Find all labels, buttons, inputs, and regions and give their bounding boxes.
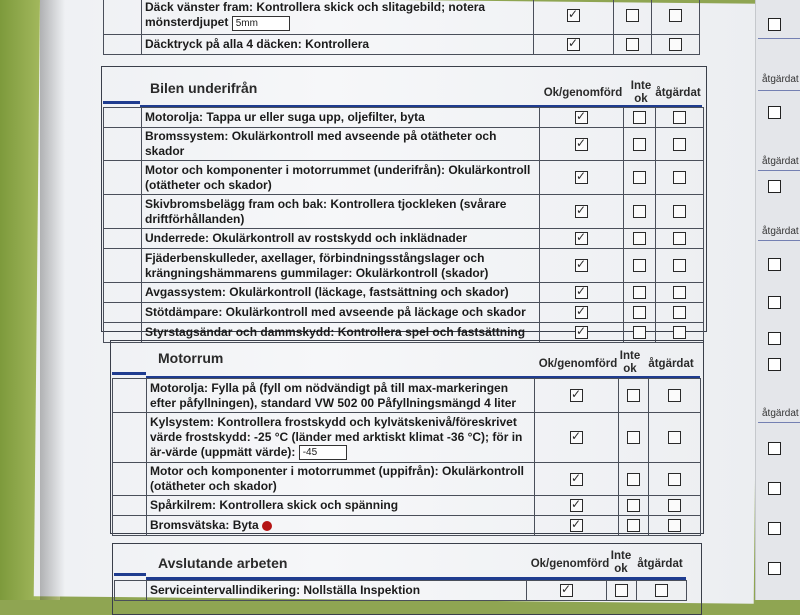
side-header: åtgärdat [762, 74, 799, 85]
row-label: Avgassystem: Okulärkontroll (läckage, fastsättning och skador) [142, 283, 540, 303]
table-row [104, 128, 704, 161]
atgardat-cell [652, 35, 700, 55]
ok-cell [540, 128, 624, 161]
col-header-inte-ok: Inte ok [630, 80, 652, 105]
row-label: Underrede: Okulärkontroll av rostskydd och inklädnader [142, 229, 540, 249]
col-header-atgardat: åtgärdat [637, 558, 683, 570]
ok-cell [540, 283, 624, 303]
row-label [147, 516, 535, 536]
inte-ok-cell [624, 283, 656, 303]
ok-cell [535, 413, 619, 463]
row-label-text: Kylsystem: Kontrollera frostskydd och kylvätskenivå/föreskrivet värde frostskydd: -25 °C (länder med arktiskt klimat -36 °C); för in är-värde (uppmätt värde): [150, 414, 523, 459]
inte-ok-checkbox[interactable] [627, 431, 640, 444]
ok-checkbox[interactable] [575, 259, 588, 272]
table-row [113, 379, 701, 413]
inte-ok-checkbox[interactable] [633, 326, 646, 339]
table-row [104, 195, 704, 229]
atgardat-checkbox[interactable] [673, 286, 686, 299]
row-gutter [113, 379, 147, 413]
inte-ok-cell [624, 303, 656, 323]
row-label: Däcktryck på alla 4 däcken: Kontrollera [142, 35, 534, 55]
table-row [104, 283, 704, 303]
col-header-inte-ok: Inte ok [619, 350, 641, 375]
ok-checkbox[interactable] [570, 473, 583, 486]
ok-checkbox[interactable] [570, 519, 583, 532]
ok-checkbox[interactable] [575, 232, 588, 245]
atgardat-cell [656, 161, 704, 195]
atgardat-cell [656, 303, 704, 323]
inte-ok-checkbox[interactable] [633, 232, 646, 245]
inte-ok-checkbox[interactable] [633, 286, 646, 299]
red-dot-marker [262, 521, 272, 531]
row-label: Stötdämpare: Okulärkontroll med avseende på läckage och skador [142, 303, 540, 323]
ok-checkbox[interactable] [575, 205, 588, 218]
inte-ok-checkbox[interactable] [633, 259, 646, 272]
inte-ok-checkbox[interactable] [627, 389, 640, 402]
col-header-inte-ok: Inte ok [610, 550, 632, 575]
inte-ok-cell [619, 413, 649, 463]
table-row [113, 496, 701, 516]
inte-ok-cell [614, 35, 652, 55]
inte-ok-checkbox[interactable] [627, 473, 640, 486]
atgardat-cell [649, 516, 701, 536]
atgardat-checkbox[interactable] [669, 38, 682, 51]
table-row [115, 581, 687, 601]
col-header-ok: Ok/genomförd [530, 558, 610, 570]
paper-fold-shadow [40, 0, 65, 600]
top-rows-table [103, 0, 700, 55]
side-rule [758, 422, 800, 423]
frost-protection-input[interactable]: -45 [299, 445, 347, 460]
row-gutter [104, 195, 142, 229]
atgardat-cell [637, 581, 687, 601]
finishing-table [114, 580, 687, 601]
side-checkbox [768, 18, 781, 31]
inte-ok-checkbox[interactable] [633, 138, 646, 151]
ok-cell [535, 516, 619, 536]
atgardat-checkbox[interactable] [673, 306, 686, 319]
col-header-ok: Ok/genomförd [538, 358, 618, 370]
atgardat-checkbox[interactable] [673, 259, 686, 272]
side-rule [758, 90, 800, 91]
side-rule [758, 38, 800, 39]
row-gutter [104, 0, 142, 35]
atgardat-checkbox[interactable] [673, 232, 686, 245]
ok-checkbox[interactable] [560, 584, 573, 597]
row-gutter [113, 496, 147, 516]
row-label: Motorolja: Fylla på (fyll om nödvändigt på till max-markeringen efter påfyllningen), standard VW 502 00 Påfyllningsmängd 4 liter [147, 379, 535, 413]
row-label: Serviceintervallindikering: Nollställa Inspektion [147, 581, 527, 601]
atgardat-checkbox[interactable] [673, 171, 686, 184]
row-gutter [104, 303, 142, 323]
row-gutter [104, 161, 142, 195]
row-label: Skivbromsbelägg fram och bak: Kontrollera tjockleken (svårare driftförhållanden) [142, 195, 540, 229]
ok-checkbox[interactable] [570, 499, 583, 512]
table-row [113, 413, 701, 463]
side-checkbox [768, 562, 781, 575]
ok-cell [535, 496, 619, 516]
table-row [104, 249, 704, 283]
ok-cell [540, 249, 624, 283]
inte-ok-checkbox[interactable] [626, 9, 639, 22]
side-checkbox [768, 358, 781, 371]
ok-checkbox[interactable] [570, 389, 583, 402]
inte-ok-cell [614, 0, 652, 35]
row-label: Motor och komponenter i motorrummet (uppifrån): Okulärkontroll (otätheter och skador) [147, 463, 535, 496]
ok-checkbox[interactable] [575, 111, 588, 124]
atgardat-checkbox[interactable] [668, 519, 681, 532]
row-label: Styrstagsändar och dammskydd: Kontrollera spel och fastsättning [142, 323, 540, 343]
engine-bay-table [112, 378, 701, 536]
ok-checkbox[interactable] [575, 306, 588, 319]
inte-ok-cell [619, 496, 649, 516]
inte-ok-cell [624, 195, 656, 229]
side-header: åtgärdat [762, 156, 799, 167]
side-checkbox [768, 522, 781, 535]
row-label: Motorolja: Tappa ur eller suga upp, oljefilter, byta [142, 108, 540, 128]
table-row [104, 229, 704, 249]
side-checkbox [768, 332, 781, 345]
inte-ok-cell [619, 379, 649, 413]
atgardat-cell [649, 463, 701, 496]
tread-depth-input[interactable]: 5mm [232, 16, 290, 31]
atgardat-cell [649, 379, 701, 413]
inte-ok-cell [624, 161, 656, 195]
side-rule [758, 170, 800, 171]
atgardat-checkbox[interactable] [655, 584, 668, 597]
col-header-atgardat: åtgärdat [655, 87, 701, 99]
ok-cell [540, 161, 624, 195]
inte-ok-cell [607, 581, 637, 601]
row-gutter [104, 128, 142, 161]
section-title: Motorrum [158, 350, 224, 366]
side-checkbox [768, 106, 781, 119]
atgardat-cell [649, 413, 701, 463]
row-gutter [115, 581, 147, 601]
inte-ok-cell [624, 249, 656, 283]
ok-cell [535, 379, 619, 413]
atgardat-cell [649, 496, 701, 516]
table-row [104, 108, 704, 128]
side-checkbox [768, 482, 781, 495]
row-gutter [113, 516, 147, 536]
row-gutter [104, 35, 142, 55]
atgardat-checkbox[interactable] [673, 111, 686, 124]
ok-checkbox[interactable] [567, 38, 580, 51]
side-checkbox [768, 442, 781, 455]
row-gutter [104, 108, 142, 128]
atgardat-checkbox[interactable] [673, 205, 686, 218]
ok-checkbox[interactable] [570, 431, 583, 444]
section-title: Bilen underifrån [150, 80, 258, 96]
inte-ok-cell [619, 516, 649, 536]
blue-rule [103, 101, 140, 104]
row-gutter [113, 413, 147, 463]
table-row [104, 0, 700, 35]
atgardat-checkbox[interactable] [668, 473, 681, 486]
table-row [104, 35, 700, 55]
side-checkbox [768, 180, 781, 193]
row-gutter [104, 283, 142, 303]
ok-cell [534, 0, 614, 35]
ok-cell [535, 463, 619, 496]
row-label: Spårkilrem: Kontrollera skick och spänning [147, 496, 535, 516]
atgardat-checkbox[interactable] [668, 431, 681, 444]
atgardat-checkbox[interactable] [673, 326, 686, 339]
inte-ok-checkbox[interactable] [633, 306, 646, 319]
atgardat-cell [656, 128, 704, 161]
col-header-atgardat: åtgärdat [648, 358, 694, 370]
atgardat-cell [656, 283, 704, 303]
inte-ok-checkbox[interactable] [633, 205, 646, 218]
row-label-text: Bromsvätska: Byta [150, 518, 259, 532]
atgardat-checkbox[interactable] [668, 499, 681, 512]
atgardat-checkbox[interactable] [669, 9, 682, 22]
inte-ok-checkbox[interactable] [633, 171, 646, 184]
col-header-ok: Ok/genomförd [543, 87, 623, 99]
side-header: åtgärdat [762, 226, 799, 237]
ok-checkbox[interactable] [575, 286, 588, 299]
blue-rule [114, 573, 146, 576]
inte-ok-checkbox[interactable] [626, 38, 639, 51]
ok-checkbox[interactable] [575, 138, 588, 151]
table-row [113, 516, 701, 536]
row-label [142, 0, 534, 35]
row-label: Bromssystem: Okulärkontroll med avseende på otätheter och skador [142, 128, 540, 161]
inte-ok-checkbox[interactable] [633, 111, 646, 124]
table-row [104, 161, 704, 195]
ok-cell [540, 108, 624, 128]
row-gutter [104, 249, 142, 283]
table-row [113, 463, 701, 496]
row-label-text: Däck vänster fram: Kontrollera skick och slitagebild; notera mönsterdjupet [145, 0, 486, 30]
row-gutter [113, 463, 147, 496]
atgardat-checkbox[interactable] [668, 389, 681, 402]
table-row [104, 303, 704, 323]
atgardat-cell [656, 108, 704, 128]
ok-cell [540, 195, 624, 229]
blue-rule [112, 372, 146, 375]
atgardat-checkbox[interactable] [673, 138, 686, 151]
row-label [147, 413, 535, 463]
atgardat-cell [656, 195, 704, 229]
atgardat-cell [656, 249, 704, 283]
side-rule [758, 240, 800, 241]
side-checkbox [768, 258, 781, 271]
row-label: Fjäderbenskulleder, axellager, förbindningsstångslager och krängningshämmarens gummilager: Okulärkontroll (skador) [142, 249, 540, 283]
atgardat-cell [652, 0, 700, 35]
inte-ok-cell [624, 108, 656, 128]
underside-table [103, 107, 704, 343]
inte-ok-cell [619, 463, 649, 496]
side-checkbox [768, 296, 781, 309]
inte-ok-cell [624, 128, 656, 161]
section-title: Avslutande arbeten [158, 555, 288, 571]
ok-cell [540, 229, 624, 249]
ok-cell [527, 581, 607, 601]
inte-ok-cell [624, 229, 656, 249]
ok-cell [540, 303, 624, 323]
inte-ok-checkbox[interactable] [627, 499, 640, 512]
inte-ok-checkbox[interactable] [627, 519, 640, 532]
side-header: åtgärdat [762, 408, 799, 419]
ok-checkbox[interactable] [567, 9, 580, 22]
inte-ok-checkbox[interactable] [615, 584, 628, 597]
row-label: Motor och komponenter i motorrummet (underifrån): Okulärkontroll (otätheter och skador) [142, 161, 540, 195]
row-gutter [104, 229, 142, 249]
atgardat-cell [656, 229, 704, 249]
ok-cell [534, 35, 614, 55]
ok-checkbox[interactable] [575, 171, 588, 184]
ok-checkbox[interactable] [575, 326, 588, 339]
